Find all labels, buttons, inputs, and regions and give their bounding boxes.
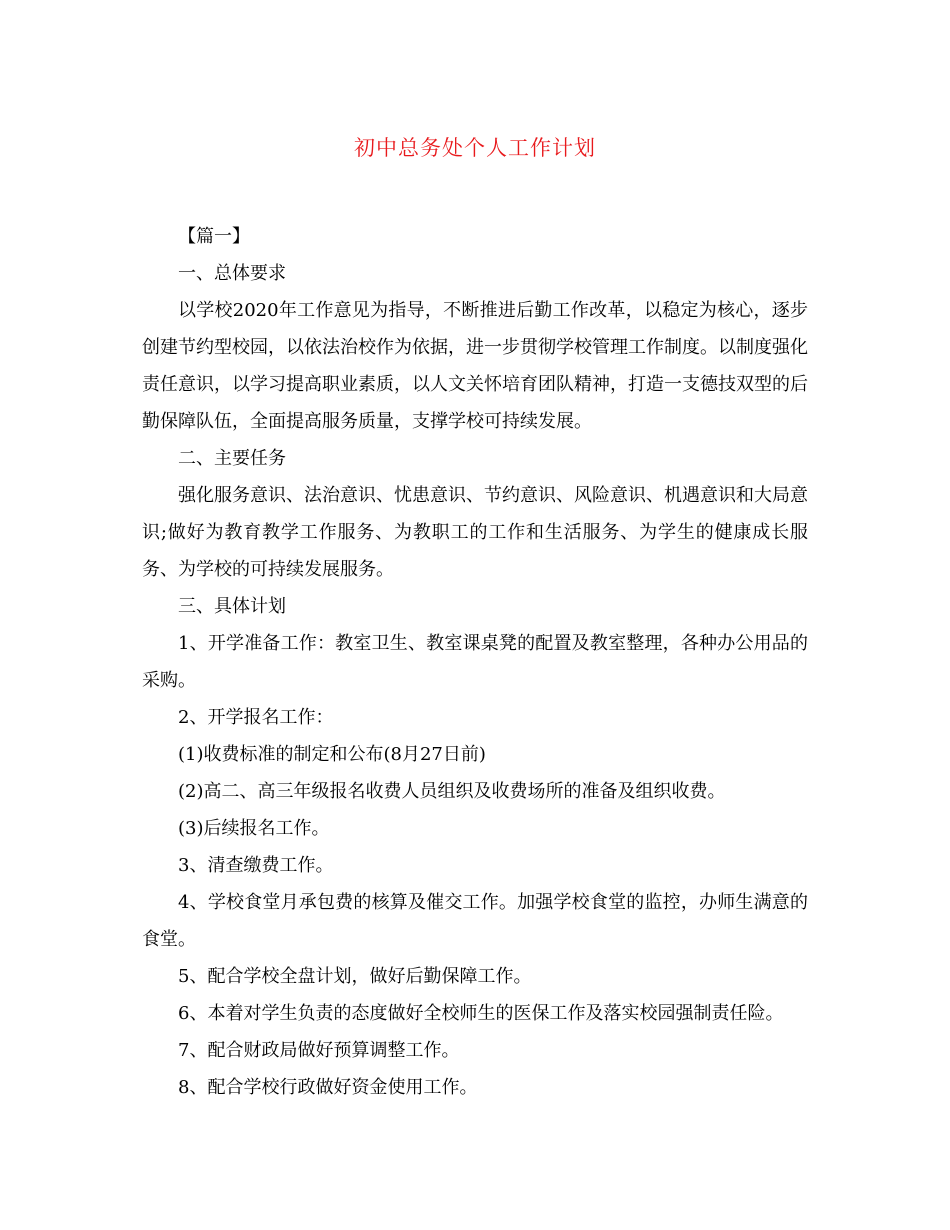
plan-subitem-2-2: (2)高二、高三年级报名收费人员组织及收费场所的准备及组织收费。 (178, 781, 726, 802)
plan-item-4: 4、学校食堂月承包费的核算及催交工作。加强学校食堂的监控，办师生满意的食堂。 (142, 892, 808, 950)
plan-item-7: 7、配合财政局做好预算调整工作。 (178, 1040, 460, 1061)
paragraph-main-tasks: 强化服务意识、法治意识、忧患意识、节约意识、风险意识、机遇意识和大局意识;做好为教育教学工作服务、为教职工的工作和生活服务、为学生的健康成长服务、为学校的可持续发展服务。 (142, 485, 808, 580)
section-heading-main-tasks: 二、主要任务 (178, 448, 286, 469)
plan-item-3: 3、清查缴费工作。 (178, 855, 334, 876)
document-body (142, 218, 808, 1106)
plan-subitem-2-3: (3)后续报名工作。 (178, 818, 330, 839)
plan-item-5: 5、配合学校全盘计划，做好后勤保障工作。 (178, 966, 532, 987)
document-title: 初中总务处个人工作计划 (354, 136, 596, 160)
section-heading-specific-plan: 三、具体计划 (178, 596, 286, 617)
plan-item-8: 8、配合学校行政做好资金使用工作。 (178, 1077, 478, 1098)
section-heading-general-requirements: 一、总体要求 (178, 263, 286, 284)
plan-item-1: 1、开学准备工作：教室卫生、教室课桌凳的配置及教室整理，各种办公用品的采购。 (142, 633, 808, 691)
plan-subitem-2-1: (1)收费标准的制定和公布(8月27日前) (178, 744, 486, 765)
plan-item-2: 2、开学报名工作： (178, 707, 334, 728)
paragraph-general-requirements: 以学校2020年工作意见为指导，不断推进后勤工作改革，以稳定为核心，逐步创建节约型校园，以依法治校作为依据，进一步贯彻学校管理工作制度。以制度强化责任意识，以学习提高职业素质，以人文关怀培育团队精神，打造一支德技双型的后勤保障队伍，全面提高服务质量，支撑学校可持续发展。 (142, 300, 808, 432)
plan-item-6: 6、本着对学生负责的态度做好全校师生的医保工作及落实校园强制责任险。 (178, 1003, 784, 1024)
section-heading-part-one: 【篇一】 (178, 226, 250, 247)
